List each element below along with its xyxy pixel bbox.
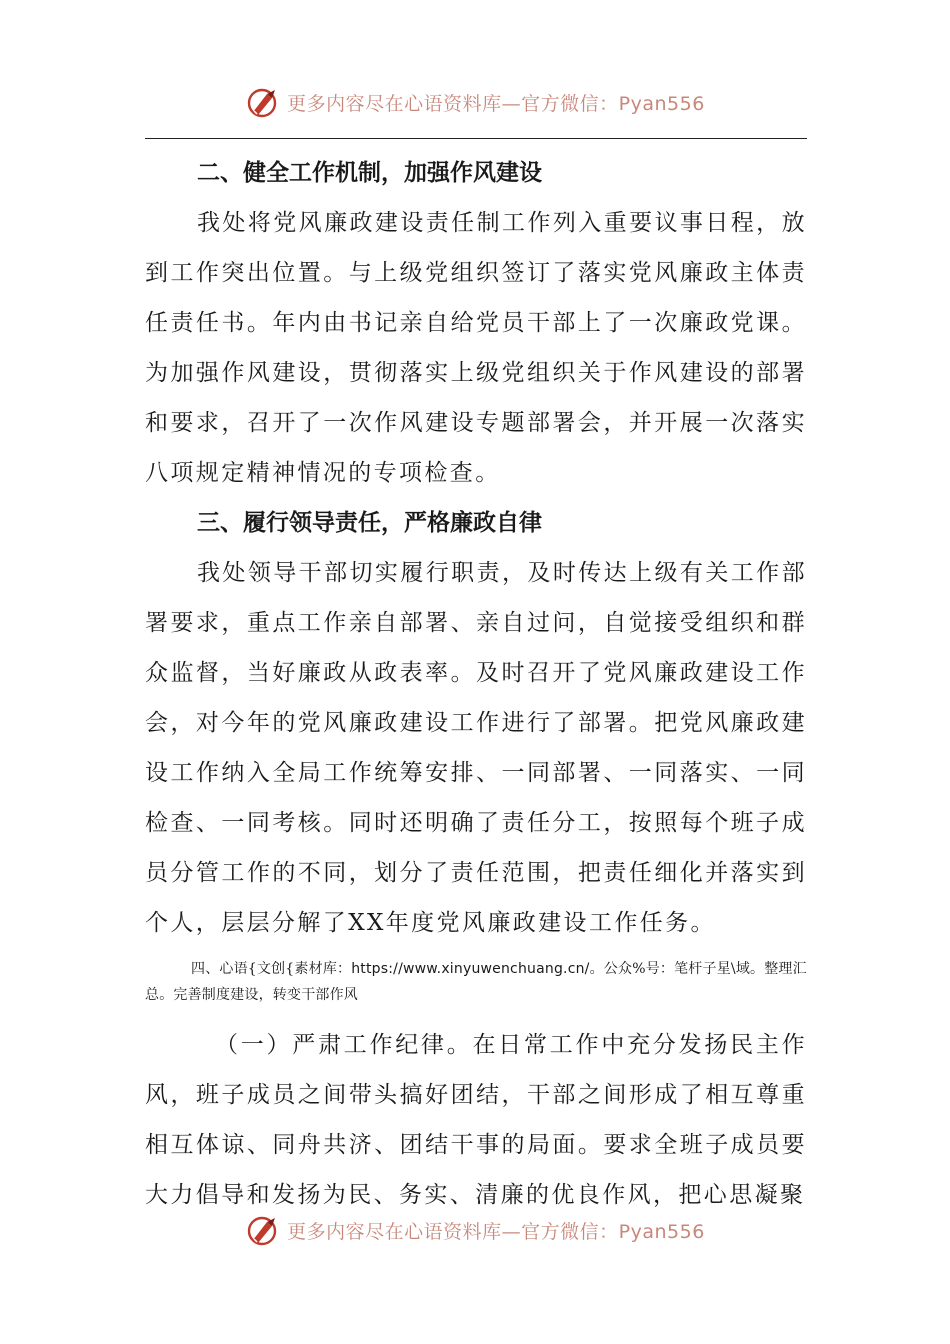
watermark-text xyxy=(287,89,705,116)
section-paragraph-3: 我处领导干部切实履行职责，及时传达上级有关工作部署要求，重点工作亲自部署、亲自过问，自觉接受组织和群众监督，当好廉政从政表率。及时召开了党风廉政建设工作会，对今年的党风廉政建设工作进行了部署。把党风廉政建设工作纳入全局工作统筹安排、一同部署、一同落实、一同检查、一同考核。同时还明确了责任分工，按照每个班子成员分管工作的不同，划分了责任范围，把责任细化并落实到个人，层层分解了XX年度党风廉政建设工作任务。 xyxy=(145,560,807,936)
pen-nib-logo-icon xyxy=(245,84,281,120)
note-suffix: 。公众%号：笔杆子星\域。整理汇总。完善制度建设，转变干部作风 xyxy=(145,961,807,1003)
section-heading-3: 三、履行领导责任，严格廉政自律 xyxy=(197,510,542,536)
watermark-footer-inner xyxy=(245,1212,705,1248)
header-divider xyxy=(145,138,807,139)
section-heading-2: 二、健全工作机制，加强作风建设 xyxy=(197,160,542,186)
document-body xyxy=(145,148,807,1220)
note-prefix: 四、心语{文创{素材库： xyxy=(191,961,352,977)
watermark-label: 更多内容尽在心语资料库—官方微信： xyxy=(287,92,619,115)
watermark-footer xyxy=(0,1208,950,1252)
pen-nib-logo-icon xyxy=(245,1212,281,1248)
watermark-handle: Pyan556 xyxy=(618,1220,705,1243)
watermark-text xyxy=(287,1217,705,1244)
watermark-header xyxy=(0,80,950,124)
section-paragraph-2: 我处将党风廉政建设责任制工作列入重要议事日程，放到工作突出位置。与上级党组织签订了落实党风廉政主体责任责任书。年内由书记亲自给党员干部上了一次廉政党课。为加强作风建设，贯彻落实上级党组织关于作风建设的部署和要求，召开了一次作风建设专题部署会，并开展一次落实八项规定精神情况的专项检查。 xyxy=(145,210,807,486)
watermark-label: 更多内容尽在心语资料库—官方微信： xyxy=(287,1220,619,1243)
watermark-handle: Pyan556 xyxy=(618,92,705,115)
note-url: https://www.xinyuwenchuang.cn/ xyxy=(351,961,590,977)
section-heading-4-note xyxy=(145,956,807,1008)
section-paragraph-4: （一）严肃工作纪律。在日常工作中充分发扬民主作风，班子成员之间带头搞好团结，干部之间形成了相互尊重相互体谅、同舟共济、团结干事的局面。要求全班子成员要大力倡导和发扬为民、务实、清廉的优良作风，把心思凝聚 xyxy=(145,1032,807,1208)
watermark-header-inner xyxy=(245,84,705,120)
